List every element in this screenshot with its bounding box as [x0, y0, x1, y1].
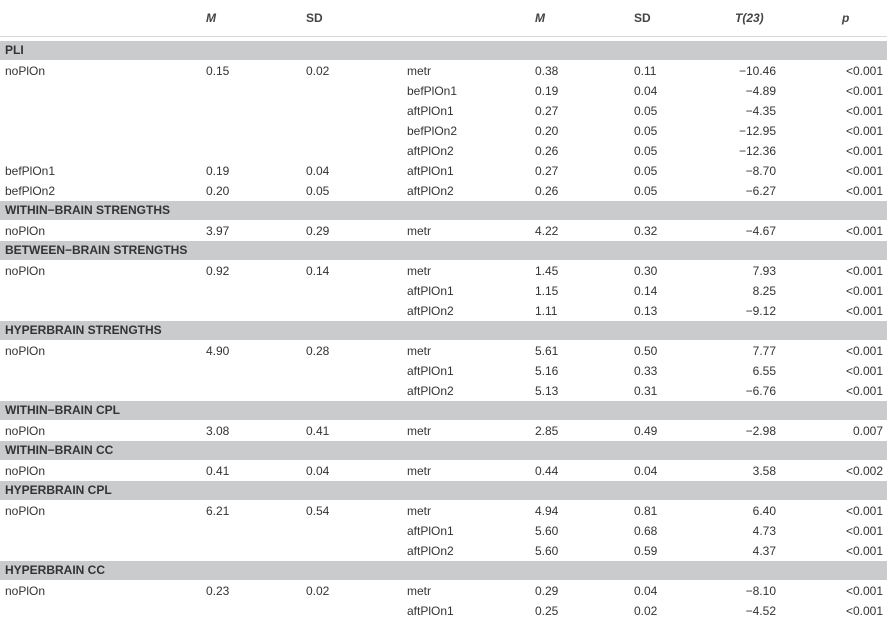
cell-t-value: −4.67: [745, 224, 776, 238]
cell-m2: 4.22: [535, 224, 559, 238]
cell-p-value: <0.001: [845, 144, 883, 158]
cell-m2: 5.61: [535, 344, 559, 358]
cell-t-value: 3.58: [752, 464, 776, 478]
cell-sd1: 0.05: [306, 184, 330, 198]
section-title: PLI: [5, 43, 24, 57]
cell-m1: 3.97: [206, 224, 230, 238]
cell-m2: 1.45: [535, 264, 559, 278]
row-label: noPlOn: [5, 584, 46, 598]
cell-m2: 5.13: [535, 384, 559, 398]
cell-sd2: 0.68: [634, 524, 658, 538]
cell-m1: 3.08: [206, 424, 230, 438]
cell-m1: 0.41: [206, 464, 230, 478]
cell-m2: 0.29: [535, 584, 559, 598]
cell-m2: 1.11: [535, 304, 558, 318]
cell-m2: 0.44: [535, 464, 559, 478]
cell-sd2: 0.04: [634, 84, 658, 98]
cell-m2: 0.38: [535, 64, 559, 78]
cell-p-value: <0.001: [845, 604, 883, 618]
cell-p-value: <0.001: [845, 344, 883, 358]
cell-sd1: 0.14: [306, 264, 330, 278]
cell-sd2: 0.05: [634, 104, 658, 118]
row-label: noPlOn: [5, 424, 46, 438]
cell-t-value: −4.52: [745, 604, 776, 618]
cell-t-value: 7.77: [752, 344, 776, 358]
cell-sd2: 0.59: [634, 544, 658, 558]
cell-sd1: 0.54: [306, 504, 330, 518]
header-sd1: SD: [306, 11, 323, 25]
table-row: [0, 181, 887, 201]
header-sd2: SD: [634, 11, 651, 25]
cell-sd1: 0.04: [306, 464, 330, 478]
cell-m2: 0.26: [535, 144, 559, 158]
table-row: [0, 281, 887, 301]
cell-t-value: −8.70: [745, 164, 776, 178]
cell-sd2: 0.81: [634, 504, 658, 518]
cell-comparison: aftPlOn1: [407, 604, 454, 618]
section-title: BETWEEN−BRAIN STRENGTHS: [5, 243, 188, 257]
cell-m2: 0.19: [535, 84, 559, 98]
cell-comparison: metr: [407, 584, 431, 598]
cell-m2: 5.60: [535, 524, 559, 538]
cell-p-value: <0.001: [845, 84, 883, 98]
cell-comparison: metr: [407, 464, 431, 478]
table-row: [0, 501, 887, 521]
cell-sd1: 0.28: [306, 344, 330, 358]
section-header-row: [0, 401, 887, 420]
section-header-row: [0, 201, 887, 220]
cell-t-value: 4.37: [752, 544, 776, 558]
cell-m1: 0.15: [206, 64, 230, 78]
cell-comparison: aftPlOn1: [407, 164, 454, 178]
row-label: befPlOn1: [5, 164, 56, 178]
cell-m2: 0.20: [535, 124, 559, 138]
section-header-row: [0, 241, 887, 260]
cell-m2: 0.27: [535, 164, 559, 178]
table-header-row: [0, 0, 887, 37]
cell-sd2: 0.05: [634, 184, 658, 198]
table-row: [0, 61, 887, 81]
table-row: [0, 221, 887, 241]
cell-comparison: aftPlOn2: [407, 384, 454, 398]
section-header-row: [0, 441, 887, 460]
cell-sd1: 0.41: [306, 424, 330, 438]
cell-sd1: 0.29: [306, 224, 330, 238]
table-row: [0, 121, 887, 141]
cell-p-value: 0.007: [852, 424, 883, 438]
section-title: HYPERBRAIN CPL: [5, 483, 112, 497]
cell-p-value: <0.001: [845, 504, 883, 518]
cell-m1: 0.19: [206, 164, 230, 178]
cell-p-value: <0.001: [845, 124, 883, 138]
cell-t-value: −4.89: [745, 84, 776, 98]
cell-sd2: 0.14: [634, 284, 658, 298]
cell-t-value: −9.12: [745, 304, 776, 318]
cell-m1: 6.21: [206, 504, 230, 518]
header-m2: M: [535, 11, 545, 25]
cell-t-value: 6.55: [752, 364, 776, 378]
table-row: [0, 81, 887, 101]
table-row: [0, 601, 887, 621]
cell-p-value: <0.001: [845, 544, 883, 558]
table-row: [0, 521, 887, 541]
table-row: [0, 381, 887, 401]
cell-t-value: 6.40: [752, 504, 776, 518]
cell-m1: 4.90: [206, 344, 230, 358]
row-label: befPlOn2: [5, 184, 56, 198]
cell-comparison: metr: [407, 264, 431, 278]
cell-sd2: 0.11: [634, 64, 657, 78]
cell-p-value: <0.001: [845, 524, 883, 538]
header-m1: M: [206, 11, 216, 25]
cell-m2: 0.27: [535, 104, 559, 118]
cell-t-value: −6.76: [745, 384, 776, 398]
cell-m1: 0.23: [206, 584, 230, 598]
table-row: [0, 301, 887, 321]
cell-t-value: 4.73: [752, 524, 776, 538]
cell-sd1: 0.04: [306, 164, 330, 178]
cell-comparison: aftPlOn2: [407, 144, 454, 158]
section-title: HYPERBRAIN CC: [5, 563, 106, 577]
cell-comparison: aftPlOn2: [407, 544, 454, 558]
cell-comparison: aftPlOn1: [407, 284, 454, 298]
cell-sd2: 0.50: [634, 344, 658, 358]
row-label: noPlOn: [5, 224, 46, 238]
cell-p-value: <0.001: [845, 164, 883, 178]
cell-p-value: <0.002: [845, 464, 883, 478]
cell-p-value: <0.001: [845, 264, 883, 278]
section-title: HYPERBRAIN STRENGTHS: [5, 323, 162, 337]
table-row: [0, 361, 887, 381]
table-row: [0, 141, 887, 161]
row-label: noPlOn: [5, 264, 46, 278]
cell-t-value: −4.35: [745, 104, 776, 118]
section-title: WITHIN−BRAIN CPL: [5, 403, 120, 417]
cell-sd2: 0.05: [634, 124, 658, 138]
cell-p-value: <0.001: [845, 224, 883, 238]
cell-sd2: 0.30: [634, 264, 658, 278]
section-header-row: [0, 481, 887, 500]
table-row: [0, 161, 887, 181]
cell-sd2: 0.05: [634, 164, 658, 178]
cell-m2: 4.94: [535, 504, 559, 518]
table-row: [0, 581, 887, 601]
cell-sd2: 0.13: [634, 304, 658, 318]
row-label: noPlOn: [5, 464, 46, 478]
cell-m1: 0.92: [206, 264, 230, 278]
cell-p-value: <0.001: [845, 64, 883, 78]
cell-comparison: aftPlOn1: [407, 104, 454, 118]
cell-m2: 0.25: [535, 604, 559, 618]
cell-comparison: aftPlOn2: [407, 304, 454, 318]
cell-p-value: <0.001: [845, 184, 883, 198]
cell-comparison: metr: [407, 504, 431, 518]
table-row: [0, 421, 887, 441]
section-title: WITHIN−BRAIN CC: [5, 443, 114, 457]
cell-sd1: 0.02: [306, 64, 330, 78]
cell-comparison: befPlOn1: [407, 84, 458, 98]
cell-p-value: <0.001: [845, 104, 883, 118]
section-header-row: [0, 561, 887, 580]
cell-p-value: <0.001: [845, 284, 883, 298]
section-title: WITHIN−BRAIN STRENGTHS: [5, 203, 170, 217]
row-label: noPlOn: [5, 64, 46, 78]
cell-m2: 5.16: [535, 364, 559, 378]
cell-p-value: <0.001: [845, 364, 883, 378]
cell-sd2: 0.04: [634, 584, 658, 598]
cell-t-value: 7.93: [752, 264, 776, 278]
cell-comparison: aftPlOn1: [407, 364, 454, 378]
cell-t-value: −8.10: [745, 584, 776, 598]
cell-comparison: metr: [407, 224, 431, 238]
cell-sd2: 0.05: [634, 144, 658, 158]
cell-sd2: 0.04: [634, 464, 658, 478]
table-row: [0, 541, 887, 561]
cell-m1: 0.20: [206, 184, 230, 198]
cell-comparison: metr: [407, 344, 431, 358]
cell-sd2: 0.49: [634, 424, 658, 438]
table-row: [0, 461, 887, 481]
cell-m2: 2.85: [535, 424, 559, 438]
section-header-row: [0, 321, 887, 340]
cell-p-value: <0.001: [845, 584, 883, 598]
cell-t-value: −2.98: [745, 424, 776, 438]
cell-p-value: <0.001: [845, 384, 883, 398]
cell-m2: 0.26: [535, 184, 559, 198]
cell-comparison: befPlOn2: [407, 124, 458, 138]
cell-t-value: −12.95: [738, 124, 776, 138]
row-label: noPlOn: [5, 504, 46, 518]
cell-sd2: 0.02: [634, 604, 658, 618]
header-p: p: [842, 11, 850, 25]
cell-t-value: −10.46: [738, 64, 776, 78]
row-label: noPlOn: [5, 344, 46, 358]
section-header-row: [0, 41, 887, 60]
cell-sd2: 0.32: [634, 224, 658, 238]
cell-comparison: metr: [407, 424, 431, 438]
cell-comparison: aftPlOn1: [407, 524, 454, 538]
cell-m2: 1.15: [535, 284, 559, 298]
cell-m2: 5.60: [535, 544, 559, 558]
table-row: [0, 341, 887, 361]
cell-t-value: −6.27: [745, 184, 776, 198]
table-row: [0, 261, 887, 281]
cell-sd2: 0.31: [634, 384, 658, 398]
cell-t-value: 8.25: [752, 284, 776, 298]
cell-comparison: aftPlOn2: [407, 184, 454, 198]
table-row: [0, 101, 887, 121]
header-t: T(23): [735, 11, 764, 25]
cell-sd1: 0.02: [306, 584, 330, 598]
cell-p-value: <0.001: [845, 304, 883, 318]
cell-sd2: 0.33: [634, 364, 658, 378]
cell-comparison: metr: [407, 64, 431, 78]
cell-t-value: −12.36: [738, 144, 776, 158]
